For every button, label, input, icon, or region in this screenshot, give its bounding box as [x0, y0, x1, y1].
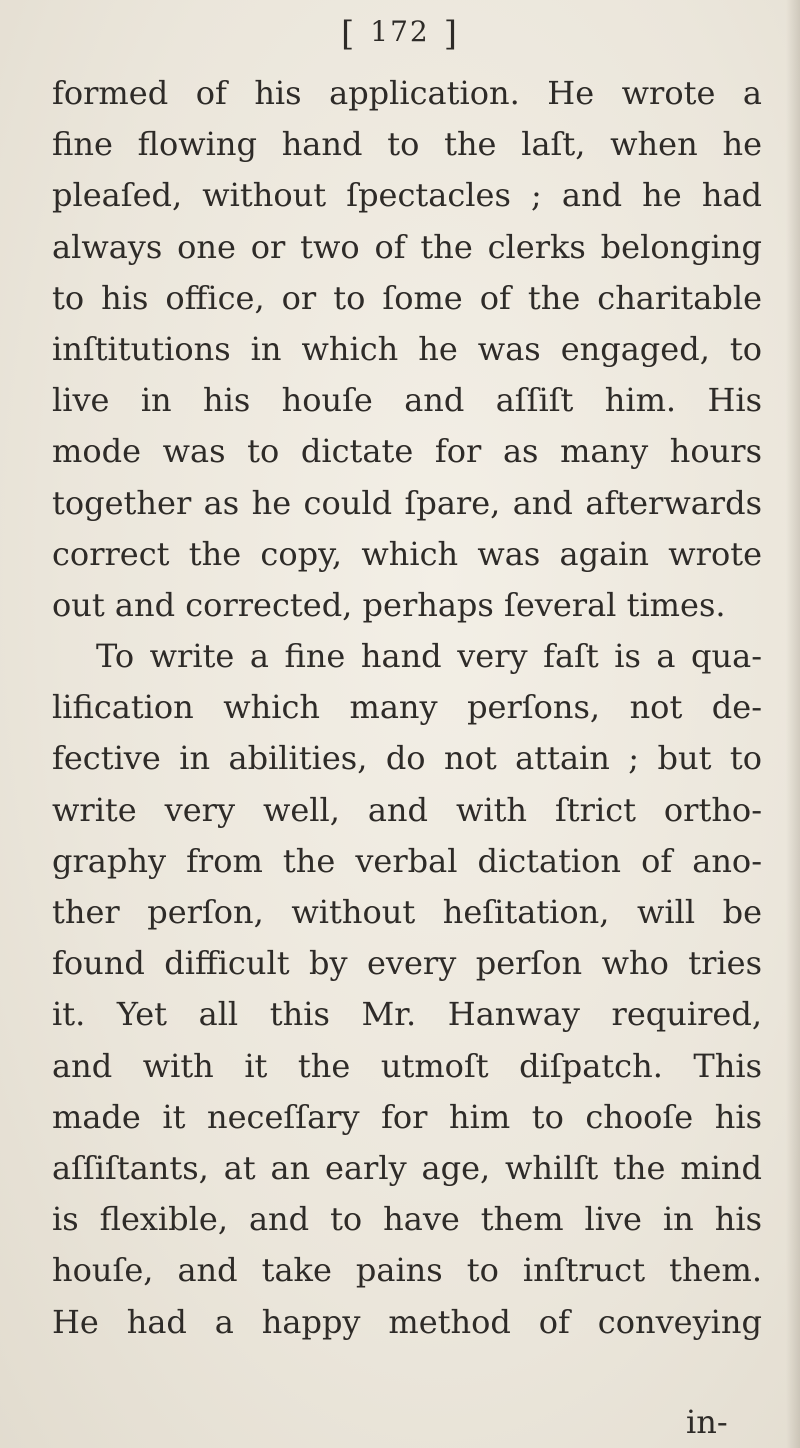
text-line: houſe, and take pains to inſtruct them. [52, 1251, 762, 1290]
header-bracket-close: ] [443, 14, 459, 54]
text-line: pleaſed, without ſpectacles ; and he had [52, 176, 762, 215]
text-line: always one or two of the clerks belonging [52, 227, 762, 266]
body-text [52, 68, 762, 1348]
text-line: correct the copy, which was again wrote [52, 534, 762, 573]
catchword: in- [686, 1403, 728, 1441]
text-line: formed of his application. He wrote a [52, 74, 762, 112]
page-edge-shadow [786, 0, 800, 1448]
text-line: made it neceſſary for him to chooſe his [52, 1097, 762, 1136]
text-line: live in his houſe and aſſiſt him. His [52, 381, 762, 420]
text-line: aſſiſtants, at an early age, whilſt the mind [52, 1148, 762, 1187]
text-line-paragraph-start: To write a fine hand very faſt is a qua- [96, 637, 762, 676]
page-header [0, 12, 800, 58]
text-line: He had a happy method of conveying [52, 1302, 762, 1341]
text-line: ther perſon, without heſitation, will be [52, 893, 762, 931]
text-line: it. Yet all this Mr. Hanway required, [52, 995, 762, 1034]
page-number: 172 [370, 15, 430, 48]
text-line: together as he could ſpare, and afterwards [52, 483, 762, 522]
text-line: graphy from the verbal dictation of ano- [52, 841, 762, 880]
text-line: is flexible, and to have them live in his [52, 1200, 762, 1239]
text-line: inſtitutions in which he was engaged, to [52, 329, 762, 368]
text-line: lification which many perſons, not de- [52, 688, 762, 727]
text-line: mode was to dictate for as many hours [52, 432, 762, 471]
text-line: to his office, or to ſome of the charitable [52, 278, 762, 317]
header-bracket-open: [ [341, 14, 357, 54]
text-line: out and corrected, perhaps ſeveral times. [52, 585, 726, 624]
text-line: fective in abilities, do not attain ; but to [52, 739, 762, 778]
text-line: write very well, and with ſtrict ortho- [52, 790, 762, 829]
text-line: and with it the utmoſt diſpatch. This [52, 1046, 762, 1085]
text-line: fine flowing hand to the laſt, when he [52, 125, 762, 164]
text-line: found difficult by every perſon who tries [52, 944, 762, 983]
